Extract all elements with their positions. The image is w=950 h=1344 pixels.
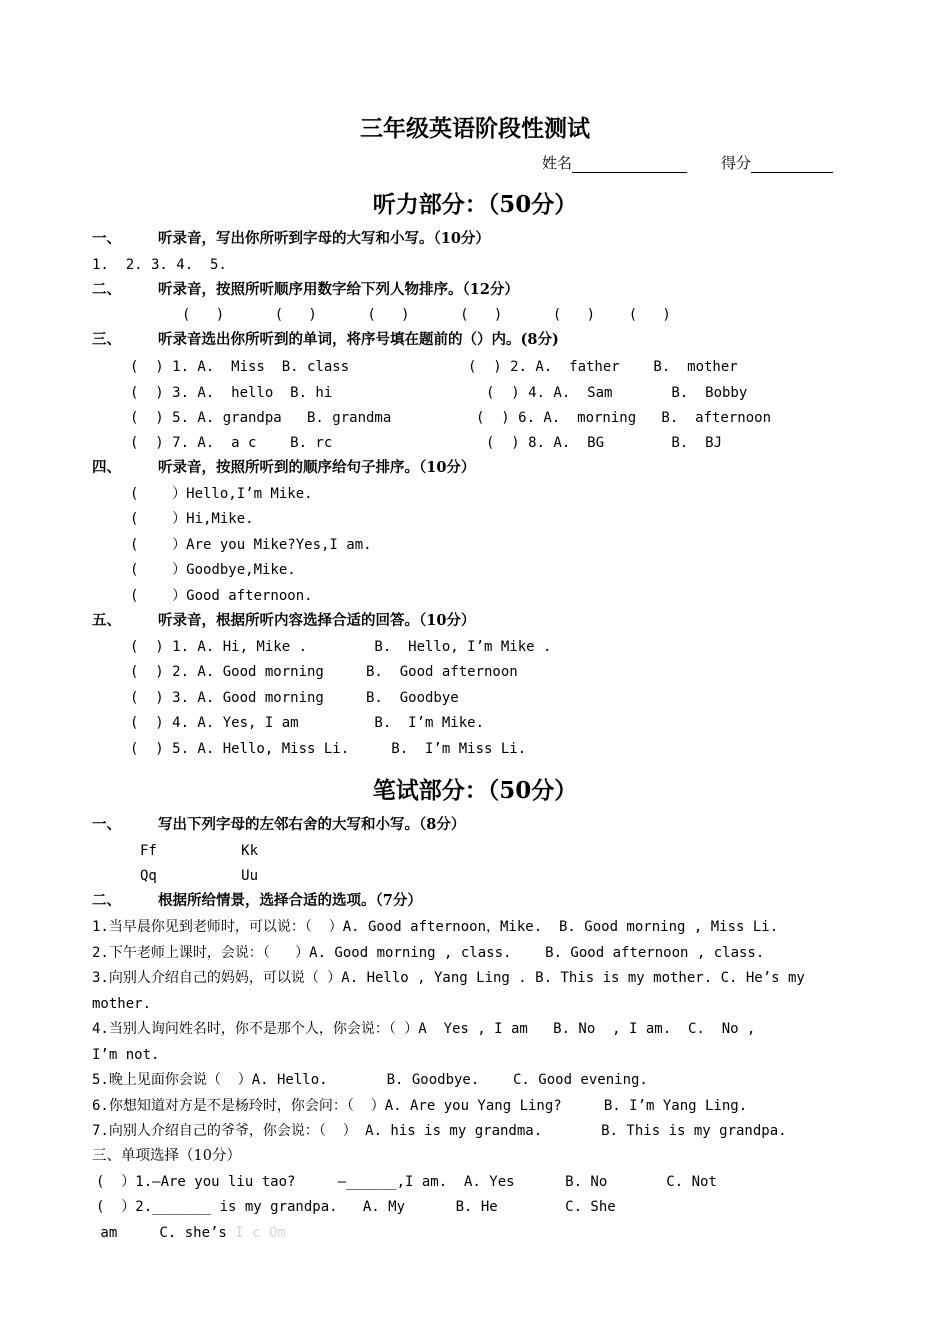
write-q3-line3-text: am C. she’s <box>92 1225 227 1241</box>
listen-q5-item: ( ) 1. A. Hi, Mike . B. Hello, I’m Mike . <box>130 639 552 655</box>
listen-q3-item-3: ( ) 3. A. hello B. hi <box>130 385 333 401</box>
writing-heading: 笔试部分：（50分） <box>372 777 578 804</box>
write-q2-line: I’m not. <box>92 1047 160 1063</box>
write-q1-num: 一、 <box>92 816 121 833</box>
listen-q4-item: ( ）Are you Mike?Yes,I am. <box>130 537 372 553</box>
write-q2-line: 2.下午老师上课时，会说：（ ）A. Good morning , class. B. Good afternoon , class. <box>92 945 765 961</box>
listen-q2-num: 二、 <box>92 281 121 298</box>
listen-q5-item: ( ) 2. A. Good morning B. Good afternoon <box>130 664 518 680</box>
listen-q1-text: 听录音，写出你所听到字母的大写和小写。（10分） <box>158 230 490 247</box>
listen-q5-item: ( ) 3. A. Good morning B. Goodbye <box>130 690 459 706</box>
listen-q4-item: ( ）Goodbye,Mike. <box>130 562 296 578</box>
listen-q4-item: ( ）Hi,Mike. <box>130 511 254 527</box>
listen-q3-item-2: ( ) 2. A. father B. mother <box>468 359 738 375</box>
listen-q4-text: 听录音，按照所听到的顺序给句子排序。（10分） <box>158 459 476 476</box>
listen-q2-text: 听录音，按照所听顺序用数字给下列人物排序。（12分） <box>158 281 519 298</box>
listen-q5-num: 五、 <box>92 612 121 629</box>
write-q1-row: Qq Uu <box>140 868 259 884</box>
write-q1-text: 写出下列字母的左邻右舍的大写和小写。（8分） <box>158 816 466 833</box>
listen-q3-item-1: ( ) 1. A. Miss B. class <box>130 359 350 375</box>
listen-q1-items: 1. 2. 3. 4. 5. <box>92 257 227 273</box>
name-blank[interactable] <box>572 156 687 173</box>
write-q3-line <box>92 1224 286 1242</box>
write-q2-line: 7.向别人介绍自己的爷爷，你会说：（ ） A. his is my grandma. B. This is my grandpa. <box>92 1123 787 1139</box>
listen-q5-text: 听录音，根据所听内容选择合适的回答。（10分） <box>158 612 476 629</box>
listen-q3-text: 听录音选出你所听到的单词，将序号填在题前的（）内。(8分) <box>158 331 559 348</box>
score-label: 得分 <box>721 154 752 172</box>
listen-q4-num: 四、 <box>92 459 121 476</box>
listen-q2-blanks: ( ) ( ) ( ) ( ) ( ) ( ) <box>182 307 671 323</box>
page-title: 三年级英语阶段性测试 <box>360 115 590 142</box>
write-q2-line: 6.你想知道对方是不是杨玲时，你会问：（ ）A. Are you Yang Ling? B. I’m Yang Ling. <box>92 1098 748 1114</box>
write-q3-line: ( ）2._______ is my grandpa. A. My B. He C. She <box>96 1199 616 1215</box>
listen-q5-item: ( ) 4. A. Yes, I am B. I’m Mike. <box>130 715 485 731</box>
write-q2-line: 3.向别人介绍自己的妈妈，可以说（ ）A. Hello , Yang Ling . B. This is my mother. C. He’s my <box>92 970 805 986</box>
name-label: 姓名 <box>542 154 573 172</box>
listen-q3-item-5: ( ) 5. A. grandpa B. grandma <box>130 410 392 426</box>
write-q2-line: 4.当别人询问姓名时，你不是那个人，你会说：（ ）A Yes , I am B. No , I am. C. No , <box>92 1021 756 1037</box>
write-q2-num: 二、 <box>92 892 121 909</box>
write-q2-line: 5.晚上见面你会说（ ）A. Hello. B. Goodbye. C. Good evening. <box>92 1072 648 1088</box>
listen-q3-num: 三、 <box>92 331 121 348</box>
write-q2-text: 根据所给情景，选择合适的选项。（7分） <box>158 892 422 909</box>
listen-q1-num: 一、 <box>92 230 121 247</box>
name-score-line <box>542 152 833 173</box>
write-q3-faded-text: I c Om <box>226 1225 286 1241</box>
listening-heading: 听力部分：（50分） <box>372 191 578 218</box>
write-q1-row: Ff Kk <box>140 843 259 859</box>
listen-q5-item: ( ) 5. A. Hello, Miss Li. B. I’m Miss Li. <box>130 741 527 757</box>
write-q3-heading: 三、单项选择（10分） <box>92 1148 241 1164</box>
listen-q4-item: ( ）Good afternoon. <box>130 588 313 604</box>
write-q3-line: ( ）1.—Are you liu tao? —______,I am. A. Yes B. No C. Not <box>96 1174 717 1190</box>
write-q2-line: 1.当早晨你见到老师时，可以说：（ ）A. Good afternoon，Mike. B. Good morning , Miss Li. <box>92 919 779 935</box>
listen-q4-item: ( ）Hello,I’m Mike. <box>130 486 313 502</box>
write-q2-line: mother. <box>92 996 152 1012</box>
score-blank[interactable] <box>751 156 833 173</box>
listen-q3-item-7: ( ) 7. A. a c B. rc <box>130 435 333 451</box>
listen-q3-item-8: ( ) 8. A. BG B. BJ <box>486 435 723 451</box>
listen-q3-item-6: ( ) 6. A. morning B. afternoon <box>476 410 772 426</box>
listen-q3-item-4: ( ) 4. A. Sam B. Bobby <box>486 385 748 401</box>
